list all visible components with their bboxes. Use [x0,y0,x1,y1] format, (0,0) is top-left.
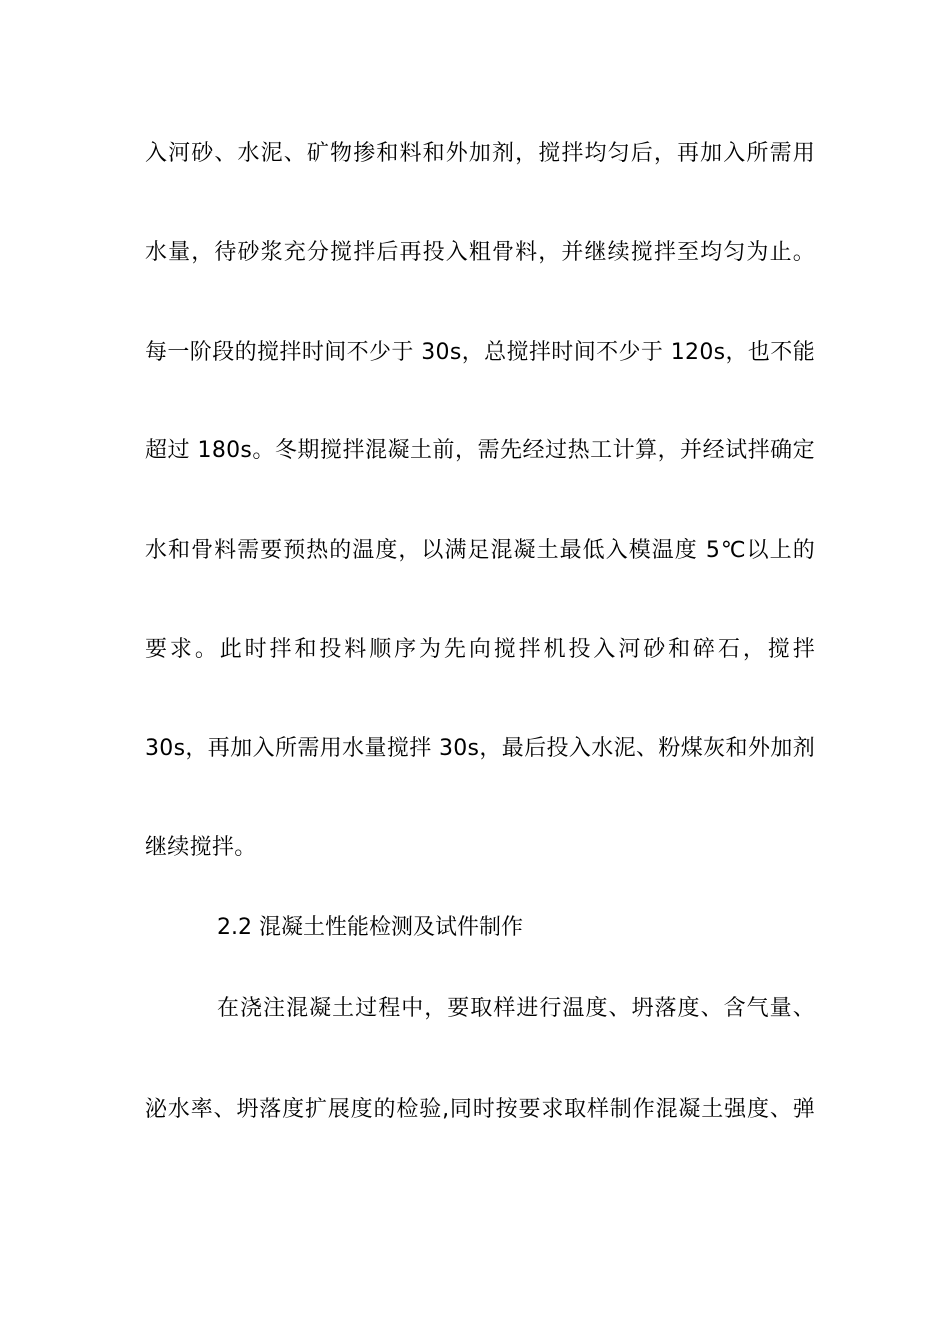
body-text-line: 30s，再加入所需用水量搅拌 30s，最后投入水泥、粉煤灰和外加剂 [145,736,815,761]
body-text-line: 泌水率、坍落度扩展度的检验,同时按要求取样制作混凝土强度、弹 [145,1097,815,1122]
body-text-line: 在浇注混凝土过程中，要取样进行温度、坍落度、含气量、 [217,996,815,1021]
body-text-line: 超过 180s。冬期搅拌混凝土前，需先经过热工计算，并经试拌确定 [145,438,815,463]
body-text-line: 水和骨料需要预热的温度，以满足混凝土最低入模温度 5℃以上的 [145,538,815,563]
section-heading: 2.2 混凝土性能检测及试件制作 [217,915,523,940]
body-text-line: 每一阶段的搅拌时间不少于 30s，总搅拌时间不少于 120s，也不能 [145,340,815,365]
body-text-line: 水量，待砂浆充分搅拌后再投入粗骨料，并继续搅拌至均匀为止。 [145,240,815,265]
body-text-line: 入河砂、水泥、矿物掺和料和外加剂，搅拌均匀后，再加入所需用 [145,141,815,166]
body-text-line: 要求。此时拌和投料顺序为先向搅拌机投入河砂和碎石，搅拌 [145,637,815,662]
body-text-line: 继续搅拌。 [145,835,257,860]
